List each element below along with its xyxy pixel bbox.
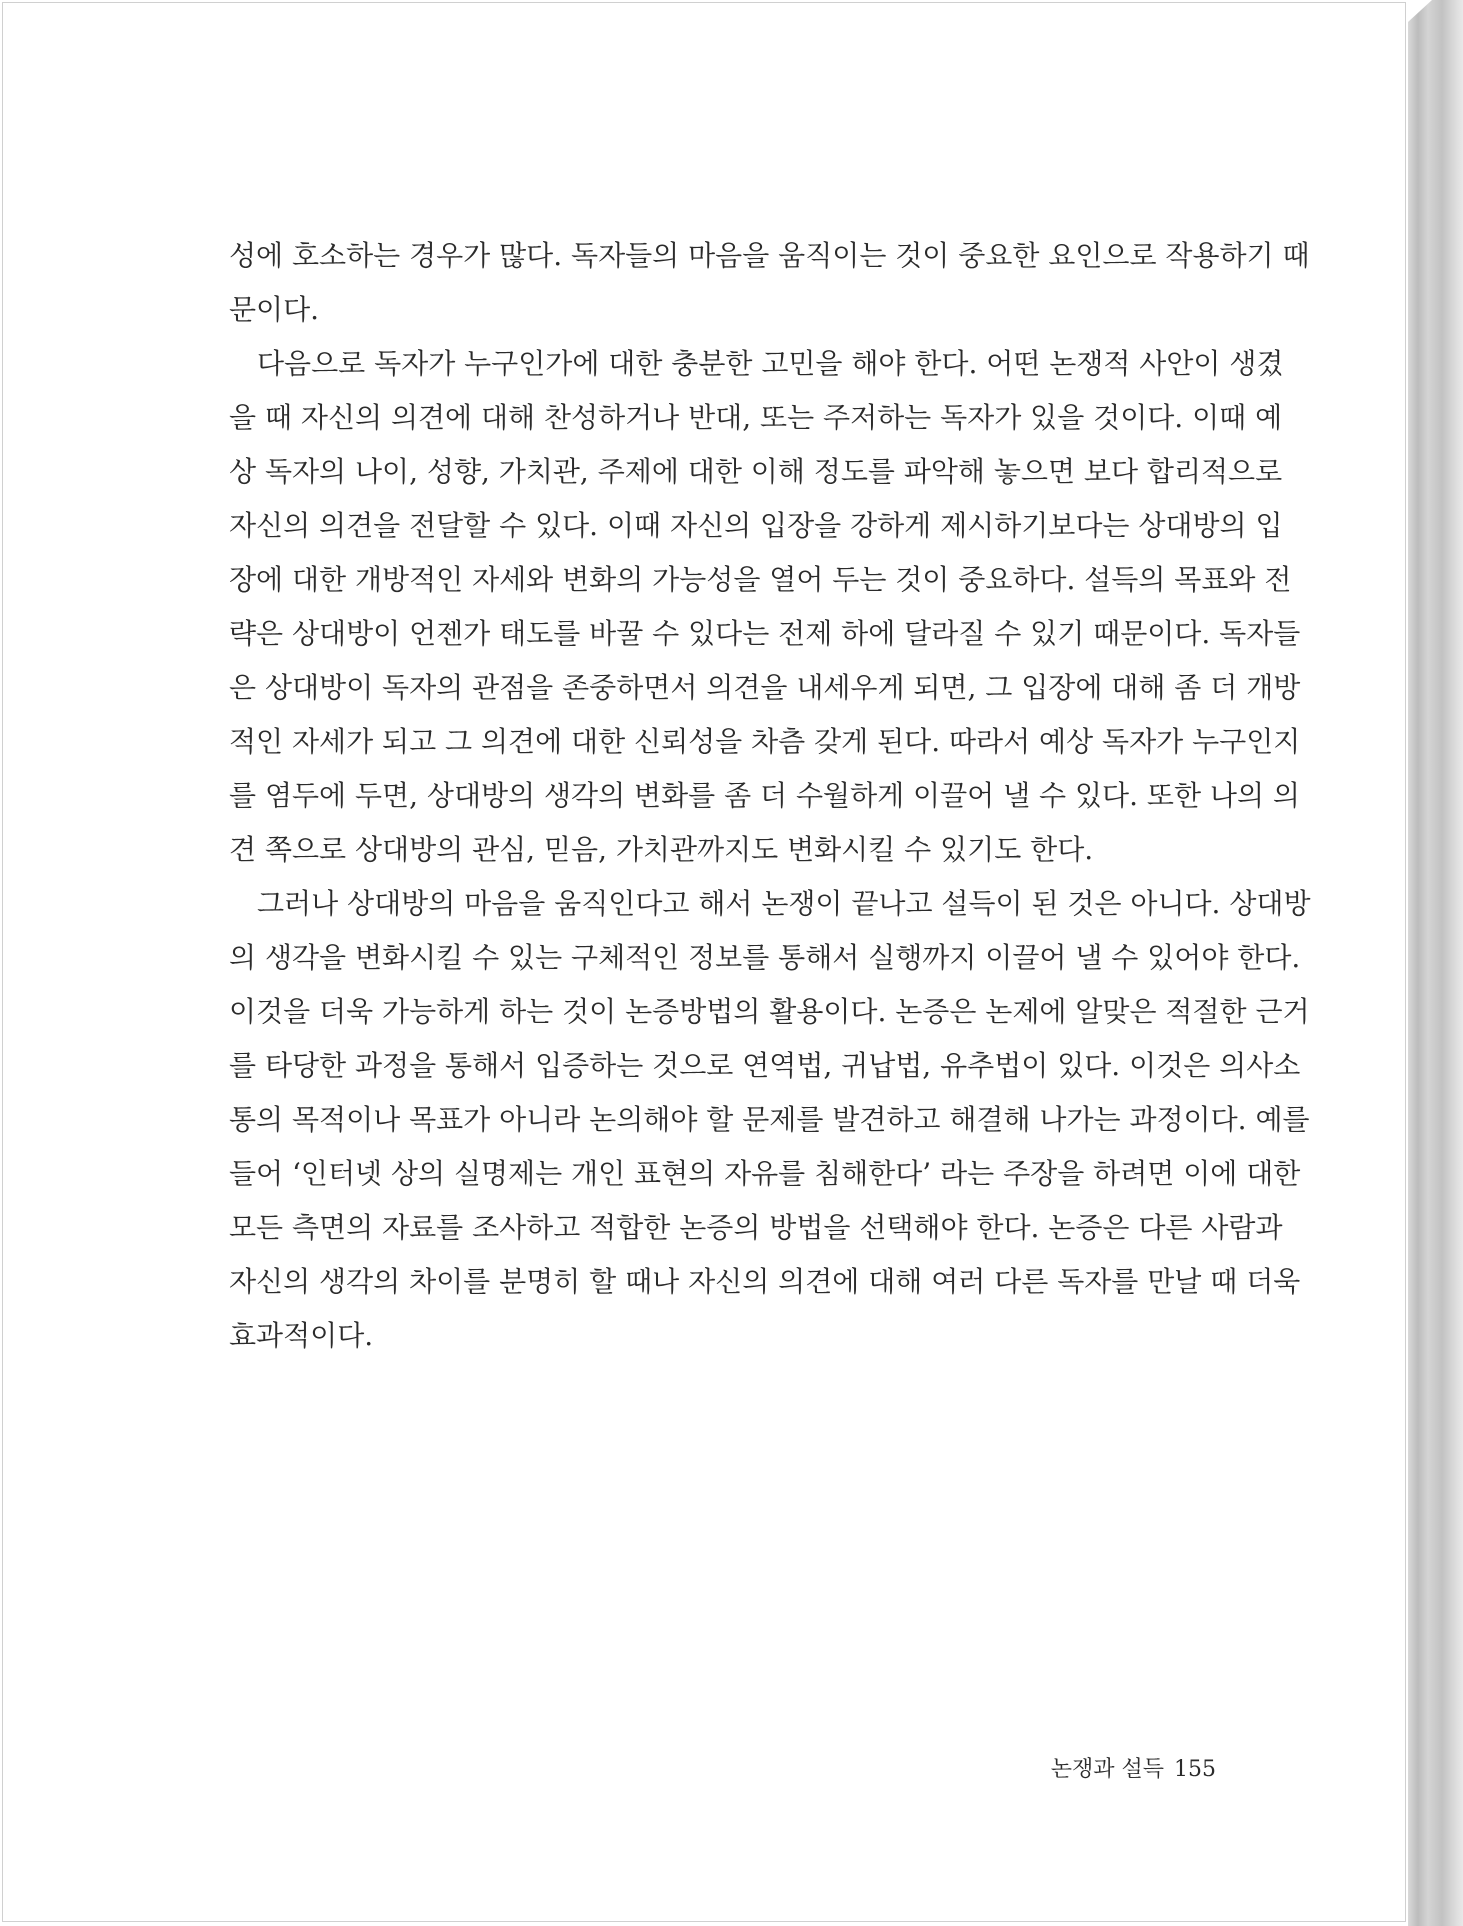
text-line: 통의 목적이나 목표가 아니라 논의해야 할 문제를 발견하고 해결해 나가는 과정이다. 예를: [229, 1103, 1310, 1136]
text-line: 들어 ‘인터넷 상의 실명제는 개인 표현의 자유를 침해한다’ 라는 주장을 하려면 이에 대한: [229, 1157, 1301, 1190]
page-edge-shadow: [1408, 0, 1463, 1926]
page-number: 155: [1174, 1757, 1216, 1782]
text-line: 성에 호소하는 경우가 많다. 독자들의 마음을 움직이는 것이 중요한 요인으로 작용하기 때: [229, 239, 1310, 272]
text-line: 를 타당한 과정을 통해서 입증하는 것으로 연역법, 귀납법, 유추법이 있다. 이것은 의사소: [229, 1049, 1301, 1082]
text-line: 상 독자의 나이, 성향, 가치관, 주제에 대한 이해 정도를 파악해 놓으면 보다 합리적으로: [229, 455, 1283, 488]
text-line: 자신의 의견을 전달할 수 있다. 이때 자신의 입장을 강하게 제시하기보다는 상대방의 입: [229, 509, 1283, 542]
book-page: [2, 2, 1406, 1922]
text-line: 효과적이다.: [229, 1319, 374, 1352]
text-line: 모든 측면의 자료를 조사하고 적합한 논증의 방법을 선택해야 한다. 논증은 다른 사람과: [229, 1211, 1283, 1244]
text-line: 은 상대방이 독자의 관점을 존중하면서 의견을 내세우게 되면, 그 입장에 대해 좀 더 개방: [229, 671, 1301, 704]
text-line: 문이다.: [229, 293, 320, 326]
text-line: 적인 자세가 되고 그 의견에 대한 신뢰성을 차츰 갖게 된다. 따라서 예상 독자가 누구인지: [229, 725, 1301, 758]
text-line: 견 쪽으로 상대방의 관심, 믿음, 가치관까지도 변화시킬 수 있기도 한다.: [229, 833, 1094, 866]
running-head: 논쟁과 설득: [1050, 1757, 1164, 1782]
text-line: 략은 상대방이 언젠가 태도를 바꿀 수 있다는 전제 하에 달라질 수 있기 때문이다. 독자들: [229, 617, 1301, 650]
text-line: 이것을 더욱 가능하게 하는 것이 논증방법의 활용이다. 논증은 논제에 알맞은 적절한 근거: [229, 995, 1310, 1028]
text-line: 장에 대한 개방적인 자세와 변화의 가능성을 열어 두는 것이 중요하다. 설득의 목표와 전: [229, 563, 1292, 596]
text-line: 자신의 생각의 차이를 분명히 할 때나 자신의 의견에 대해 여러 다른 독자를 만날 때 더욱: [229, 1265, 1301, 1298]
text-line: 를 염두에 두면, 상대방의 생각의 변화를 좀 더 수월하게 이끌어 낼 수 있다. 또한 나의 의: [229, 779, 1300, 812]
text-line: 그러나 상대방의 마음을 움직인다고 해서 논쟁이 끝나고 설득이 된 것은 아니다. 상대방: [257, 887, 1311, 920]
body-text: [229, 229, 1311, 1363]
text-line: 을 때 자신의 의견에 대해 찬성하거나 반대, 또는 주저하는 독자가 있을 것이다. 이때 예: [229, 401, 1283, 434]
text-line: 다음으로 독자가 누구인가에 대한 충분한 고민을 해야 한다. 어떤 논쟁적 사안이 생겼: [257, 347, 1284, 380]
text-line: 의 생각을 변화시킬 수 있는 구체적인 정보를 통해서 실행까지 이끌어 낼 수 있어야 한다.: [229, 941, 1301, 974]
page-footer: [1031, 1754, 1216, 1786]
